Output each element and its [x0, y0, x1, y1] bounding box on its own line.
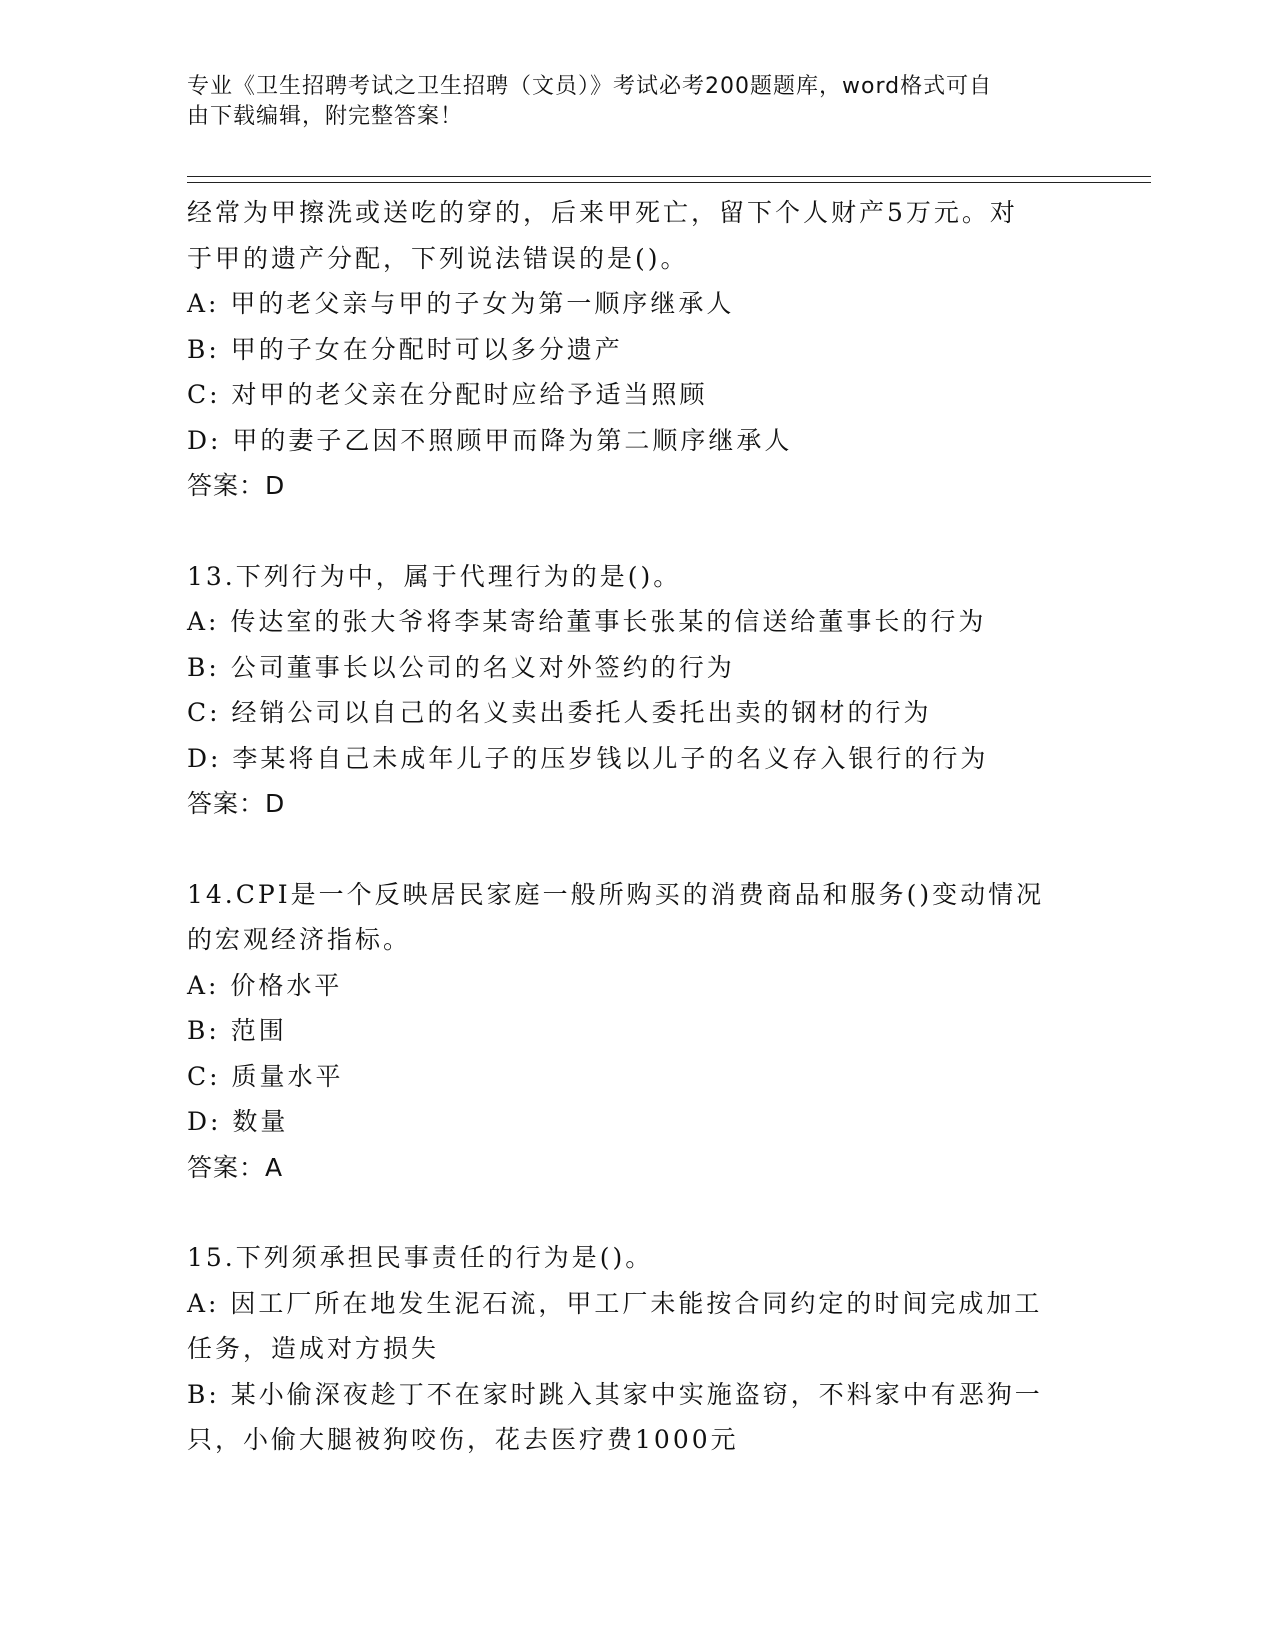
question-14	[187, 872, 1077, 1191]
question-stem: 的宏观经济指标。	[187, 925, 412, 954]
question-15	[187, 1235, 1077, 1463]
answer: 答案：D	[187, 471, 286, 500]
header-line-1: 专业《卫生招聘考试之卫生招聘（文员）》考试必考200题题库，word格式可自	[187, 74, 993, 99]
document-header	[187, 72, 1067, 132]
option-c: C: 经销公司以自己的名义卖出委托人委托出卖的钢材的行为	[187, 698, 932, 727]
option-b: B: 某小偷深夜趁丁不在家时跳入其家中实施盗窃，不料家中有恶狗一	[187, 1379, 1043, 1409]
question-13	[187, 554, 1077, 827]
option-a: A: 甲的老父亲与甲的子女为第一顺序继承人	[187, 289, 735, 318]
option-b: B: 公司董事长以公司的名义对外签约的行为	[187, 652, 735, 682]
option-d: D: 甲的妻子乙因不照顾甲而降为第二顺序继承人	[187, 425, 793, 455]
option-a: A: 因工厂所在地发生泥石流，甲工厂未能按合同约定的时间完成加工	[187, 1288, 1043, 1318]
option-a-continued: 任务，造成对方损失	[187, 1334, 440, 1363]
question-stem: 于甲的遗产分配，下列说法错误的是()。	[187, 243, 689, 273]
question-stem: 经常为甲擦洗或送吃的穿的，后来甲死亡，留下个人财产5万元。对	[187, 198, 1018, 227]
question-stem: 15.下列须承担民事责任的行为是()。	[187, 1243, 654, 1272]
answer: 答案：D	[187, 789, 286, 818]
header-line-2: 由下载编辑，附完整答案！	[187, 104, 464, 129]
option-c: C: 对甲的老父亲在分配时应给予适当照顾	[187, 380, 708, 409]
header-rule-bottom	[187, 182, 1151, 183]
option-d: D: 李某将自己未成年儿子的压岁钱以儿子的名义存入银行的行为	[187, 743, 989, 773]
answer: 答案：A	[187, 1152, 284, 1182]
header-rule-top	[187, 176, 1151, 177]
option-d: D: 数量	[187, 1107, 289, 1136]
option-a: A: 传达室的张大爷将李某寄给董事长张某的信送给董事长的行为	[187, 607, 987, 636]
option-c: C: 质量水平	[187, 1061, 344, 1091]
option-b: B: 甲的子女在分配时可以多分遗产	[187, 334, 623, 364]
option-b: B: 范围	[187, 1016, 287, 1045]
option-b-continued: 只，小偷大腿被狗咬伤，花去医疗费1000元	[187, 1425, 739, 1454]
question-stem: 14.CPI是一个反映居民家庭一般所购买的消费商品和服务()变动情况	[187, 879, 1045, 909]
option-a: A: 价格水平	[187, 970, 343, 1000]
question-12	[187, 190, 1077, 509]
question-stem: 13.下列行为中，属于代理行为的是()。	[187, 561, 682, 591]
question-list	[187, 190, 1077, 1463]
